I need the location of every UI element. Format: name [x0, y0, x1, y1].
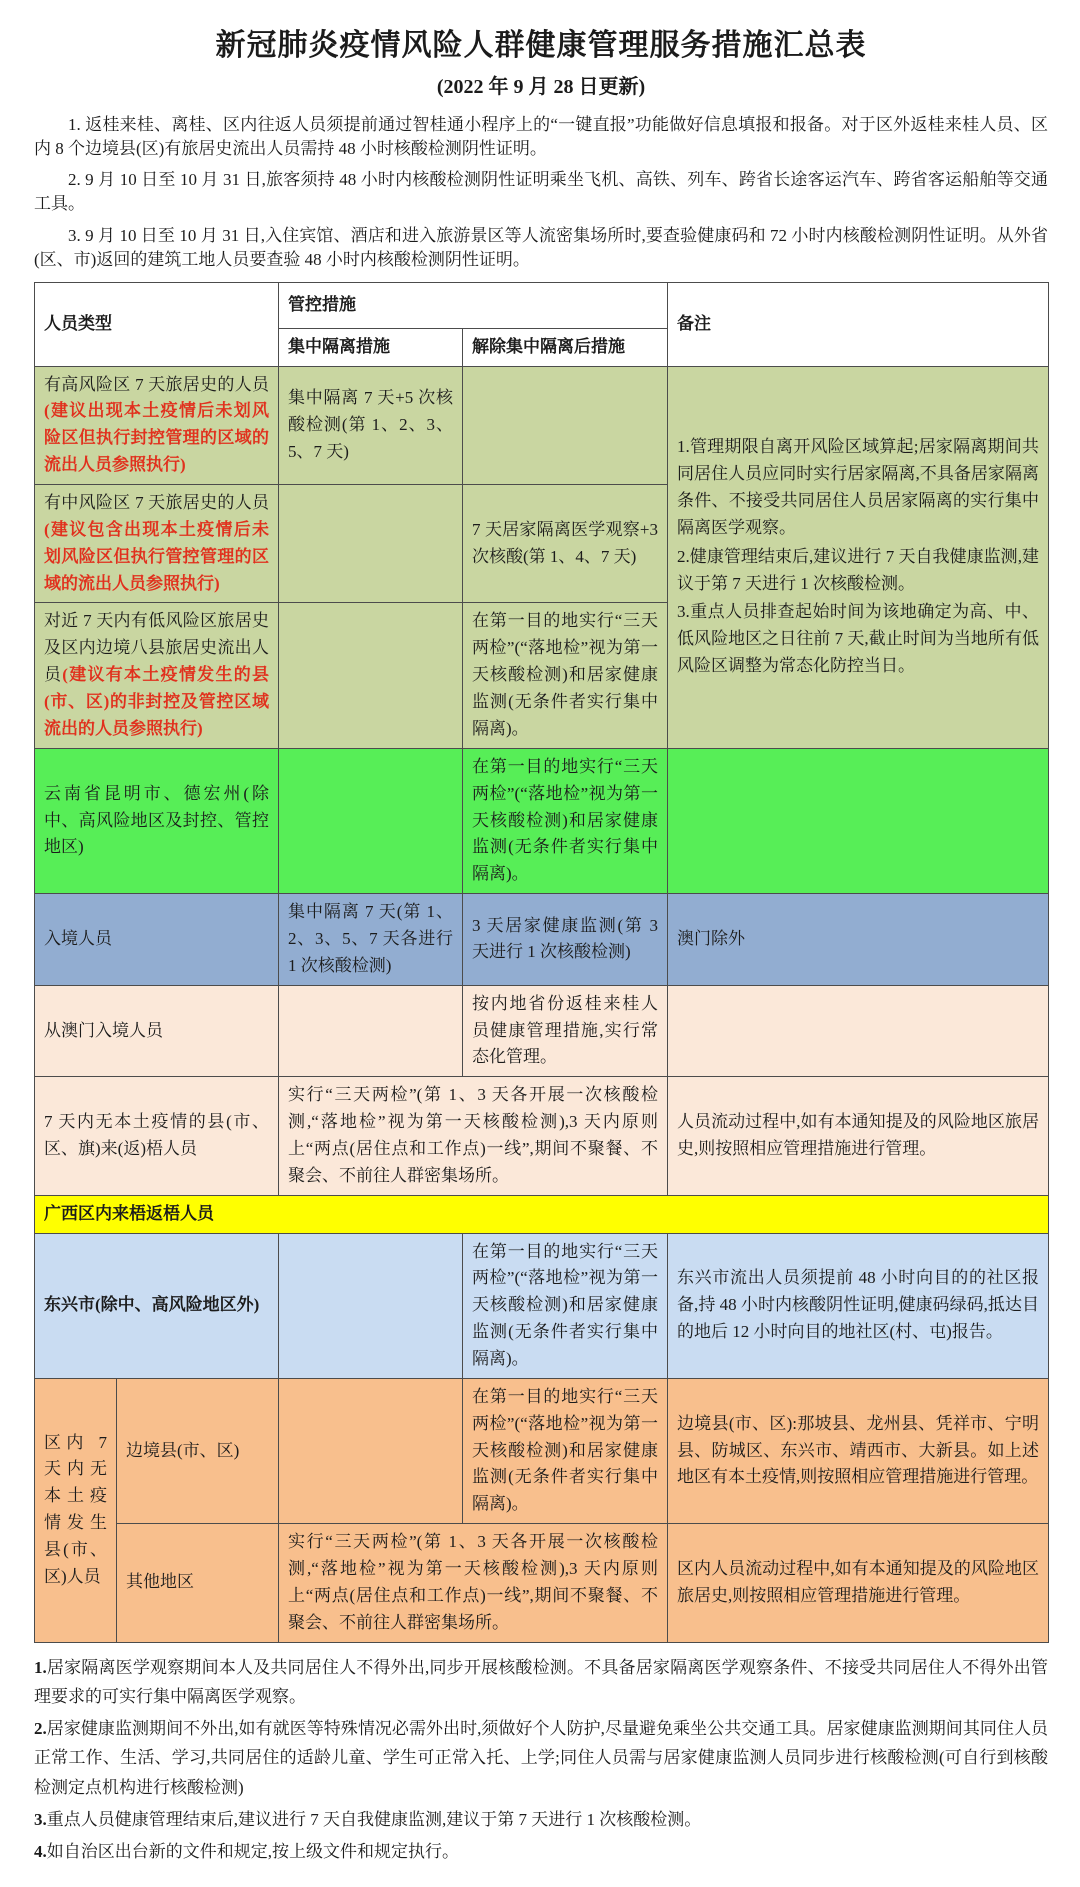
cell-person — [35, 366, 279, 484]
table-header-row-1 — [35, 282, 1049, 328]
person-note-red: (建议有本土疫情发生的县(市、区)的非封控及管控区域流出的人员参照执行) — [44, 665, 269, 738]
cell-released: 在第一目的地实行“三天两检”(“落地检”视为第一天核酸检测)和居家健康监测(无条件者实行集中隔离)。 — [463, 748, 668, 893]
footnote-text: 居家健康监测期间不外出,如有就医等特殊情况必需外出时,须做好个人防护,尽量避免乘坐公共交通工具。居家健康监测期间其同住人员正常工作、生活、学习,共同居住的适龄儿童、学生可正常入托、上学;同住人员需与居家健康监测人员同步进行核酸检测(可自行到核酸检测定点机构进行核酸检测) — [34, 1719, 1048, 1797]
cell-centralized-empty — [279, 1378, 463, 1523]
remark-item-3: 3.重点人员排查起始时间为该地确定为高、中、低风险地区之日往前 7 天,截止时间为当地所有低风险区调整为常态化防控当日。 — [677, 602, 1039, 676]
header-remarks: 备注 — [668, 282, 1049, 366]
cell-region-group-label: 区内 7 天内无本土疫情发生县(市、区)人员 — [35, 1378, 117, 1642]
header-centralized: 集中隔离措施 — [279, 328, 463, 366]
footnote-text: 如自治区出台新的文件和规定,按上级文件和规定执行。 — [46, 1841, 459, 1861]
cell-measures-merged: 实行“三天两检”(第 1、3 天各开展一次核酸检测,“落地检”视为第一天核酸检测),3 天内原则上“两点(居住点和工作点)一线”,期间不聚餐、不聚会、不前往人群密集场所。 — [279, 1524, 668, 1642]
cell-person: 从澳门入境人员 — [35, 985, 279, 1077]
summary-table — [34, 282, 1049, 1643]
row-border-counties — [35, 1378, 1049, 1523]
row-yunnan — [35, 748, 1049, 893]
person-note-red: (建议出现本土疫情后未划风险区但执行封控管理的区域的流出人员参照执行) — [44, 401, 269, 475]
cell-released: 按内地省份返桂来桂人员健康管理措施,实行常态化管理。 — [463, 985, 668, 1077]
cell-measures-merged: 实行“三天两检”(第 1、3 天各开展一次核酸检测,“落地检”视为第一天核酸检测),3 天内原则上“两点(居住点和工作点)一线”,期间不聚餐、不聚会、不前往人群密集场所。 — [279, 1077, 668, 1195]
intro-paragraph-2: 2. 9 月 10 日至 10 月 31 日,旅客须持 48 小时内核酸检测阴性证明乘坐飞机、高铁、列车、跨省长途客运汽车、跨省客运船舶等交通工具。 — [34, 170, 1048, 214]
cell-remarks-group — [668, 366, 1049, 748]
cell-released: 3 天居家健康监测(第 3 天进行 1 次核酸检测) — [463, 894, 668, 986]
cell-remarks: 边境县(市、区):那坡县、龙州县、凭祥市、宁明县、防城区、东兴市、靖西市、大新县。如上述地区有本土疫情,则按照相应管理措施进行管理。 — [668, 1378, 1049, 1523]
footnote-number: 3. — [34, 1809, 47, 1829]
cell-person: 云南省昆明市、德宏州(除中、高风险地区及封控、管控地区) — [35, 748, 279, 893]
footnote-number: 4. — [34, 1841, 47, 1861]
cell-person — [35, 603, 279, 748]
cell-person: 7 天内无本土疫情的县(市、区、旗)来(返)梧人员 — [35, 1077, 279, 1195]
person-note-red: (建议包含出现本土疫情后未划风险区但执行管控管理的区域的流出人员参照执行) — [44, 519, 269, 593]
footnote-number: 1. — [34, 1657, 47, 1677]
cell-released: 在第一目的地实行“三天两检”(“落地检”视为第一天核酸检测)和居家健康监测(无条件者实行集中隔离)。 — [463, 603, 668, 748]
intro-section — [34, 113, 1048, 272]
footnote-text: 重点人员健康管理结束后,建议进行 7 天自我健康监测,建议于第 7 天进行 1 次核酸检测。 — [46, 1809, 702, 1829]
row-high-risk — [35, 366, 1049, 484]
cell-remarks: 澳门除外 — [668, 894, 1049, 986]
footnote-4 — [34, 1837, 1048, 1866]
cell-released-empty — [463, 366, 668, 484]
row-entry-personnel — [35, 894, 1049, 986]
cell-person: 入境人员 — [35, 894, 279, 986]
cell-person: 边境县(市、区) — [117, 1378, 279, 1523]
cell-person — [35, 485, 279, 603]
cell-centralized: 集中隔离 7 天(第 1、2、3、5、7 天各进行 1 次核酸检测) — [279, 894, 463, 986]
intro-paragraph-1: 1. 返桂来桂、离桂、区内往返人员须提前通过智桂通小程序上的“一键直报”功能做好信息填报和报备。对于区外返桂来桂人员、区内 8 个边境县(区)有旅居史流出人员需持 48 小时核酸检测阴性证明。 — [34, 115, 1048, 159]
remark-item-1: 1.管理期限自离开风险区域算起;居家隔离期间共同居住人员应同时实行居家隔离,不具备居家隔离条件、不接受共同居住人员居家隔离的实行集中隔离医学观察。 — [677, 437, 1039, 537]
person-text: 有中风险区 7 天旅居史的人员 — [44, 493, 269, 513]
cell-remarks: 东兴市流出人员须提前 48 小时向目的的社区报备,持 48 小时内核酸阴性证明,健康码绿码,抵达目的地后 12 小时向目的地社区(村、屯)报告。 — [668, 1233, 1049, 1378]
row-macau-entry — [35, 985, 1049, 1077]
footnotes-section — [34, 1653, 1048, 1867]
footnote-1 — [34, 1653, 1048, 1711]
row-dongxing — [35, 1233, 1049, 1378]
footnote-3 — [34, 1805, 1048, 1834]
cell-remarks-empty — [668, 985, 1049, 1077]
person-text: 有高风险区 7 天旅居史的人员 — [44, 374, 269, 394]
row-banner-guangxi — [35, 1195, 1049, 1233]
page-title: 新冠肺炎疫情风险人群健康管理服务措施汇总表 — [215, 29, 867, 62]
page-subtitle: (2022 年 9 月 28 日更新) — [436, 76, 646, 98]
cell-centralized-empty — [279, 985, 463, 1077]
cell-remarks: 人员流动过程中,如有本通知提及的风险地区旅居史,则按照相应管理措施进行管理。 — [668, 1077, 1049, 1195]
cell-centralized-empty — [279, 1233, 463, 1378]
intro-paragraph-3: 3. 9 月 10 日至 10 月 31 日,入住宾馆、酒店和进入旅游景区等人流密集场所时,要查验健康码和 72 小时内核酸检测阴性证明。从外省(区、市)返回的建筑工地人员要查验 48 小时内核酸检测阴性证明。 — [34, 225, 1048, 269]
cell-centralized-empty — [279, 603, 463, 748]
row-no-epidemic-7d — [35, 1077, 1049, 1195]
person-text: 对近 7 天内有低风险区旅居史及区内边境八县旅居史流出人员 — [44, 611, 269, 685]
cell-centralized-empty — [279, 485, 463, 603]
row-other-areas — [35, 1524, 1049, 1642]
header-released: 解除集中隔离后措施 — [463, 328, 668, 366]
cell-person: 其他地区 — [117, 1524, 279, 1642]
cell-centralized-empty — [279, 748, 463, 893]
remark-item-2: 2.健康管理结束后,建议进行 7 天自我健康监测,建议于第 7 天进行 1 次核酸检测。 — [677, 546, 1039, 593]
cell-remarks: 区内人员流动过程中,如有本通知提及的风险地区旅居史,则按照相应管理措施进行管理。 — [668, 1524, 1049, 1642]
cell-released: 7 天居家隔离医学观察+3 次核酸(第 1、4、7 天) — [463, 485, 668, 603]
cell-released: 在第一目的地实行“三天两检”(“落地检”视为第一天核酸检测)和居家健康监测(无条件者实行集中隔离)。 — [463, 1378, 668, 1523]
section-banner: 广西区内来梧返梧人员 — [35, 1195, 1049, 1233]
cell-person: 东兴市(除中、高风险地区外) — [35, 1233, 279, 1378]
footnote-text: 居家隔离医学观察期间本人及共同居住人不得外出,同步开展核酸检测。不具备居家隔离医学观察条件、不接受共同居住人不得外出管理要求的可实行集中隔离医学观察。 — [34, 1657, 1048, 1706]
footnote-number: 2. — [34, 1719, 47, 1739]
header-person-type: 人员类型 — [35, 282, 279, 366]
cell-centralized: 集中隔离 7 天+5 次核酸检测(第 1、2、3、5、7 天) — [279, 366, 463, 484]
footnote-2 — [34, 1714, 1048, 1802]
cell-released: 在第一目的地实行“三天两检”(“落地检”视为第一天核酸检测)和居家健康监测(无条件者实行集中隔离)。 — [463, 1233, 668, 1378]
cell-remarks-empty — [668, 748, 1049, 893]
header-control-measures: 管控措施 — [279, 282, 668, 328]
